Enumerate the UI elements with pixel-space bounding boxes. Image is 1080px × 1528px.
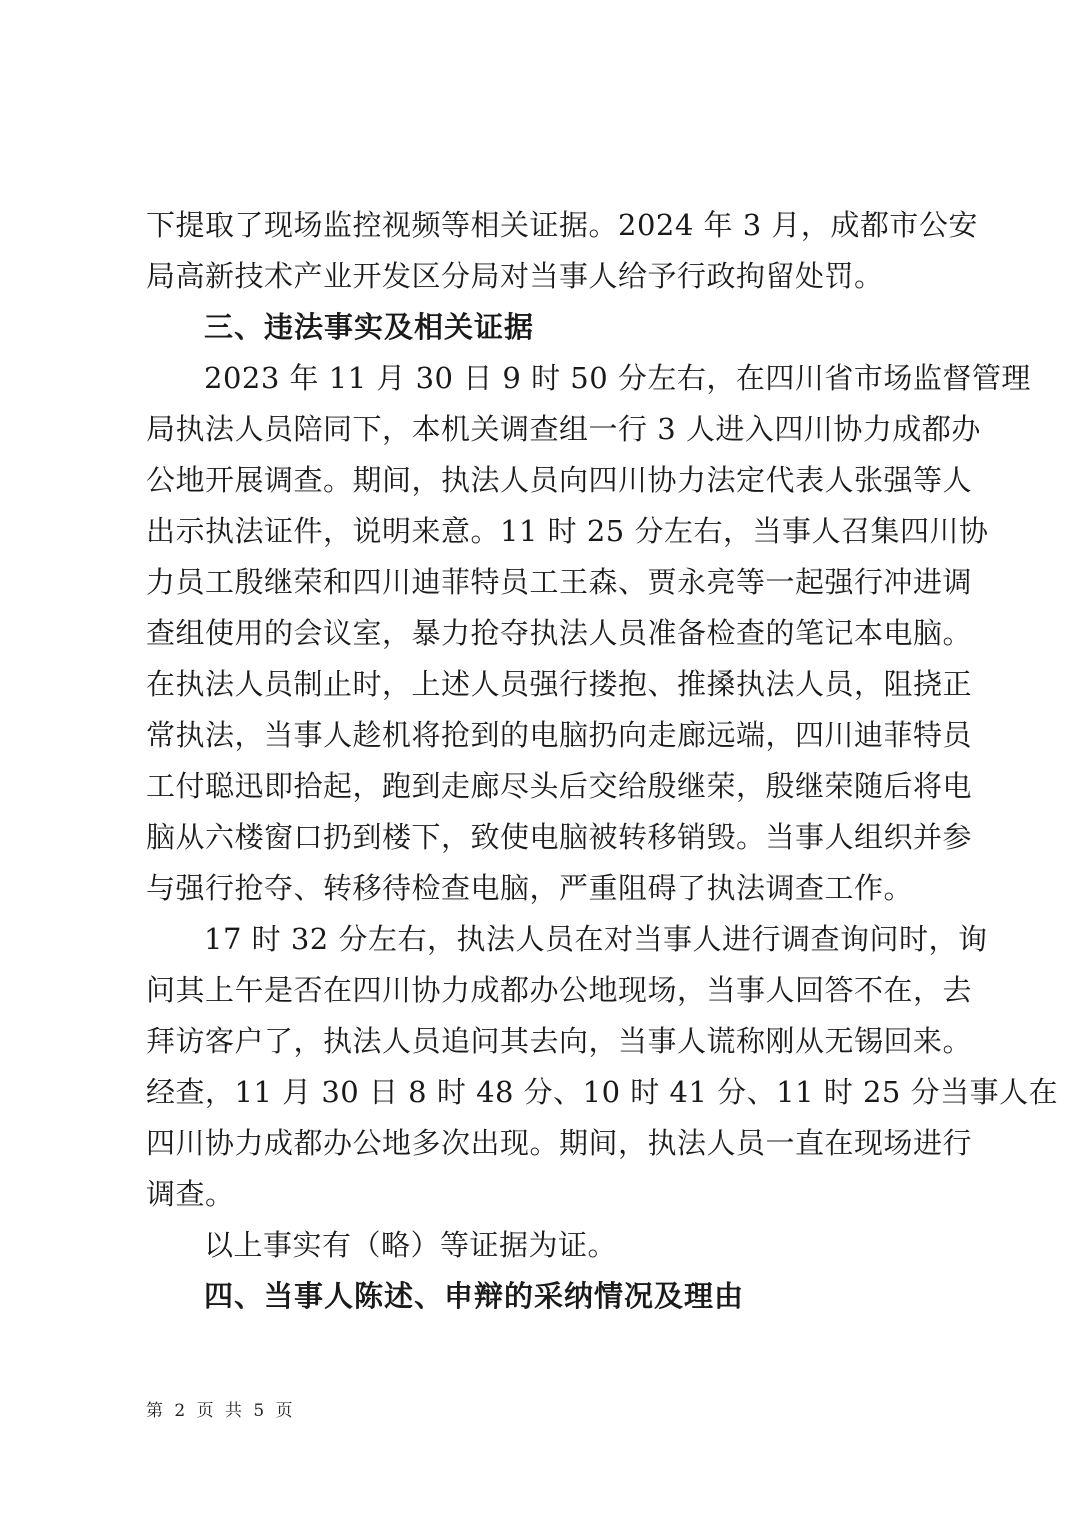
body-line: 公地开展调查。期间，执法人员向四川协力法定代表人张强等人 bbox=[146, 463, 973, 497]
body-line: 下提取了现场监控视频等相关证据。2024 年 3 月，成都市公安 bbox=[146, 208, 978, 242]
body-line: 常执法，当事人趁机将抢到的电脑扔向走廊远端，四川迪菲特员 bbox=[146, 718, 973, 752]
section-heading-3: 三、违法事实及相关证据 bbox=[204, 310, 535, 344]
body-line: 脑从六楼窗口扔到楼下，致使电脑被转移销毁。当事人组织并参 bbox=[146, 820, 973, 854]
body-line: 2023 年 11 月 30 日 9 时 50 分左右，在四川省市场监督管理 bbox=[204, 361, 1031, 395]
body-line: 拜访客户了，执法人员追问其去向，当事人谎称刚从无锡回来。 bbox=[146, 1024, 973, 1058]
body-line: 局高新技术产业开发区分局对当事人给予行政拘留处罚。 bbox=[146, 259, 884, 293]
body-line: 问其上午是否在四川协力成都办公地现场，当事人回答不在，去 bbox=[146, 973, 973, 1007]
body-line: 调查。 bbox=[146, 1177, 235, 1211]
page-number: 第 2 页 共 5 页 bbox=[146, 1401, 296, 1421]
body-line: 出示执法证件，说明来意。11 时 25 分左右，当事人召集四川协 bbox=[146, 514, 989, 548]
document-body bbox=[146, 200, 1059, 1322]
body-line: 在执法人员制止时，上述人员强行搂抱、推搡执法人员，阻挠正 bbox=[146, 667, 973, 701]
body-line: 四川协力成都办公地多次出现。期间，执法人员一直在现场进行 bbox=[146, 1126, 973, 1160]
body-line: 查组使用的会议室，暴力抢夺执法人员准备检查的笔记本电脑。 bbox=[146, 616, 973, 650]
body-line: 经查，11 月 30 日 8 时 48 分、10 时 41 分、11 时 25 分当事人在 bbox=[146, 1075, 1059, 1109]
body-line: 与强行抢夺、转移待检查电脑，严重阻碍了执法调查工作。 bbox=[146, 871, 914, 905]
body-line: 局执法人员陪同下，本机关调查组一行 3 人进入四川协力成都办 bbox=[146, 412, 981, 446]
body-line: 以上事实有（略）等证据为证。 bbox=[204, 1228, 618, 1262]
body-line: 工付聪迅即拾起，跑到走廊尽头后交给殷继荣，殷继荣随后将电 bbox=[146, 769, 973, 803]
section-heading-4: 四、当事人陈述、申辩的采纳情况及理由 bbox=[204, 1279, 745, 1313]
body-line: 力员工殷继荣和四川迪菲特员工王森、贾永亮等一起强行冲进调 bbox=[146, 565, 973, 599]
body-line: 17 时 32 分左右，执法人员在对当事人进行调查询问时，询 bbox=[204, 922, 988, 956]
